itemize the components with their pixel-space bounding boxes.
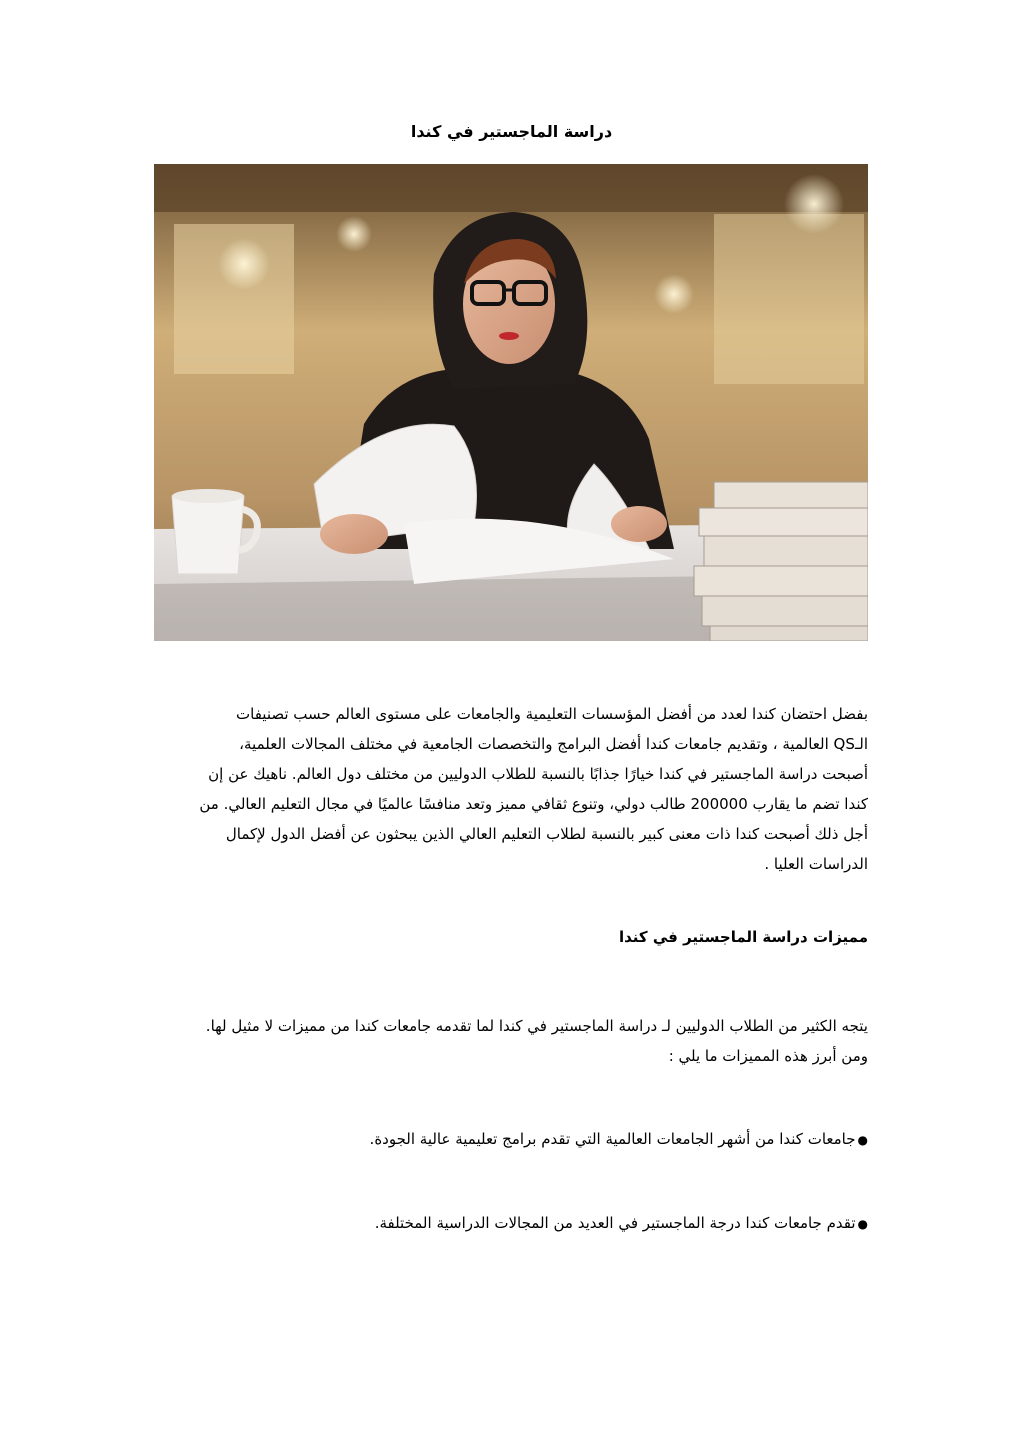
- intro-line: بفضل احتضان كندا لعدد من أفضل المؤسسات التعليمية والجامعات على مستوى العالم حسب تصنيفات: [236, 705, 868, 723]
- photo-illustration: [154, 164, 868, 641]
- features-intro-line: ومن أبرز هذه المميزات ما يلي :: [668, 1047, 868, 1065]
- page-title: دراسة الماجستير في كندا: [410, 122, 613, 141]
- bullet-icon: ●: [857, 1217, 868, 1231]
- bullet-text: جامعات كندا من أشهر الجامعات العالمية التي تقدم برامج تعليمية عالية الجودة.: [369, 1130, 856, 1148]
- section-heading: مميزات دراسة الماجستير في كندا: [619, 928, 868, 946]
- bullet-text: تقدم جامعات كندا درجة الماجستير في العديد من المجالات الدراسية المختلفة.: [374, 1214, 856, 1232]
- features-intro-paragraph: [148, 1011, 868, 1071]
- features-intro-line: يتجه الكثير من الطلاب الدوليين لـ دراسة الماجستير في كندا لما تقدمه جامعات كندا من مميزات لا مثيل لها.: [205, 1017, 868, 1035]
- woman-reading-papers-photo: [154, 164, 868, 641]
- intro-line: أجل ذلك أصبحت كندا ذات معنى كبير بالنسبة لطلاب التعليم العالي الذين يبحثون عن أفضل الدول لإكمال: [225, 825, 868, 843]
- intro-paragraph: [148, 699, 868, 879]
- intro-line: أصبحت دراسة الماجستير في كندا خيارًا جذابًا بالنسبة للطلاب الدوليين من مختلف دول العالم. ناهيك عن إن: [208, 765, 868, 783]
- bullet-icon: ●: [857, 1133, 868, 1147]
- bullet-item: [375, 1208, 868, 1239]
- intro-line: الـQS العالمية ، وتقديم جامعات كندا أفضل البرامج والتخصصات الجامعية في مختلف المجالات العلمية،: [239, 735, 868, 753]
- intro-line: كندا تضم ما يقارب 200000 طالب دولي، وتنوع ثقافي مميز وتعد منافسًا عالميًا في مجال التعليم العالي. من: [199, 795, 868, 813]
- intro-line: الدراسات العليا .: [764, 855, 868, 873]
- bullet-item: [370, 1124, 868, 1155]
